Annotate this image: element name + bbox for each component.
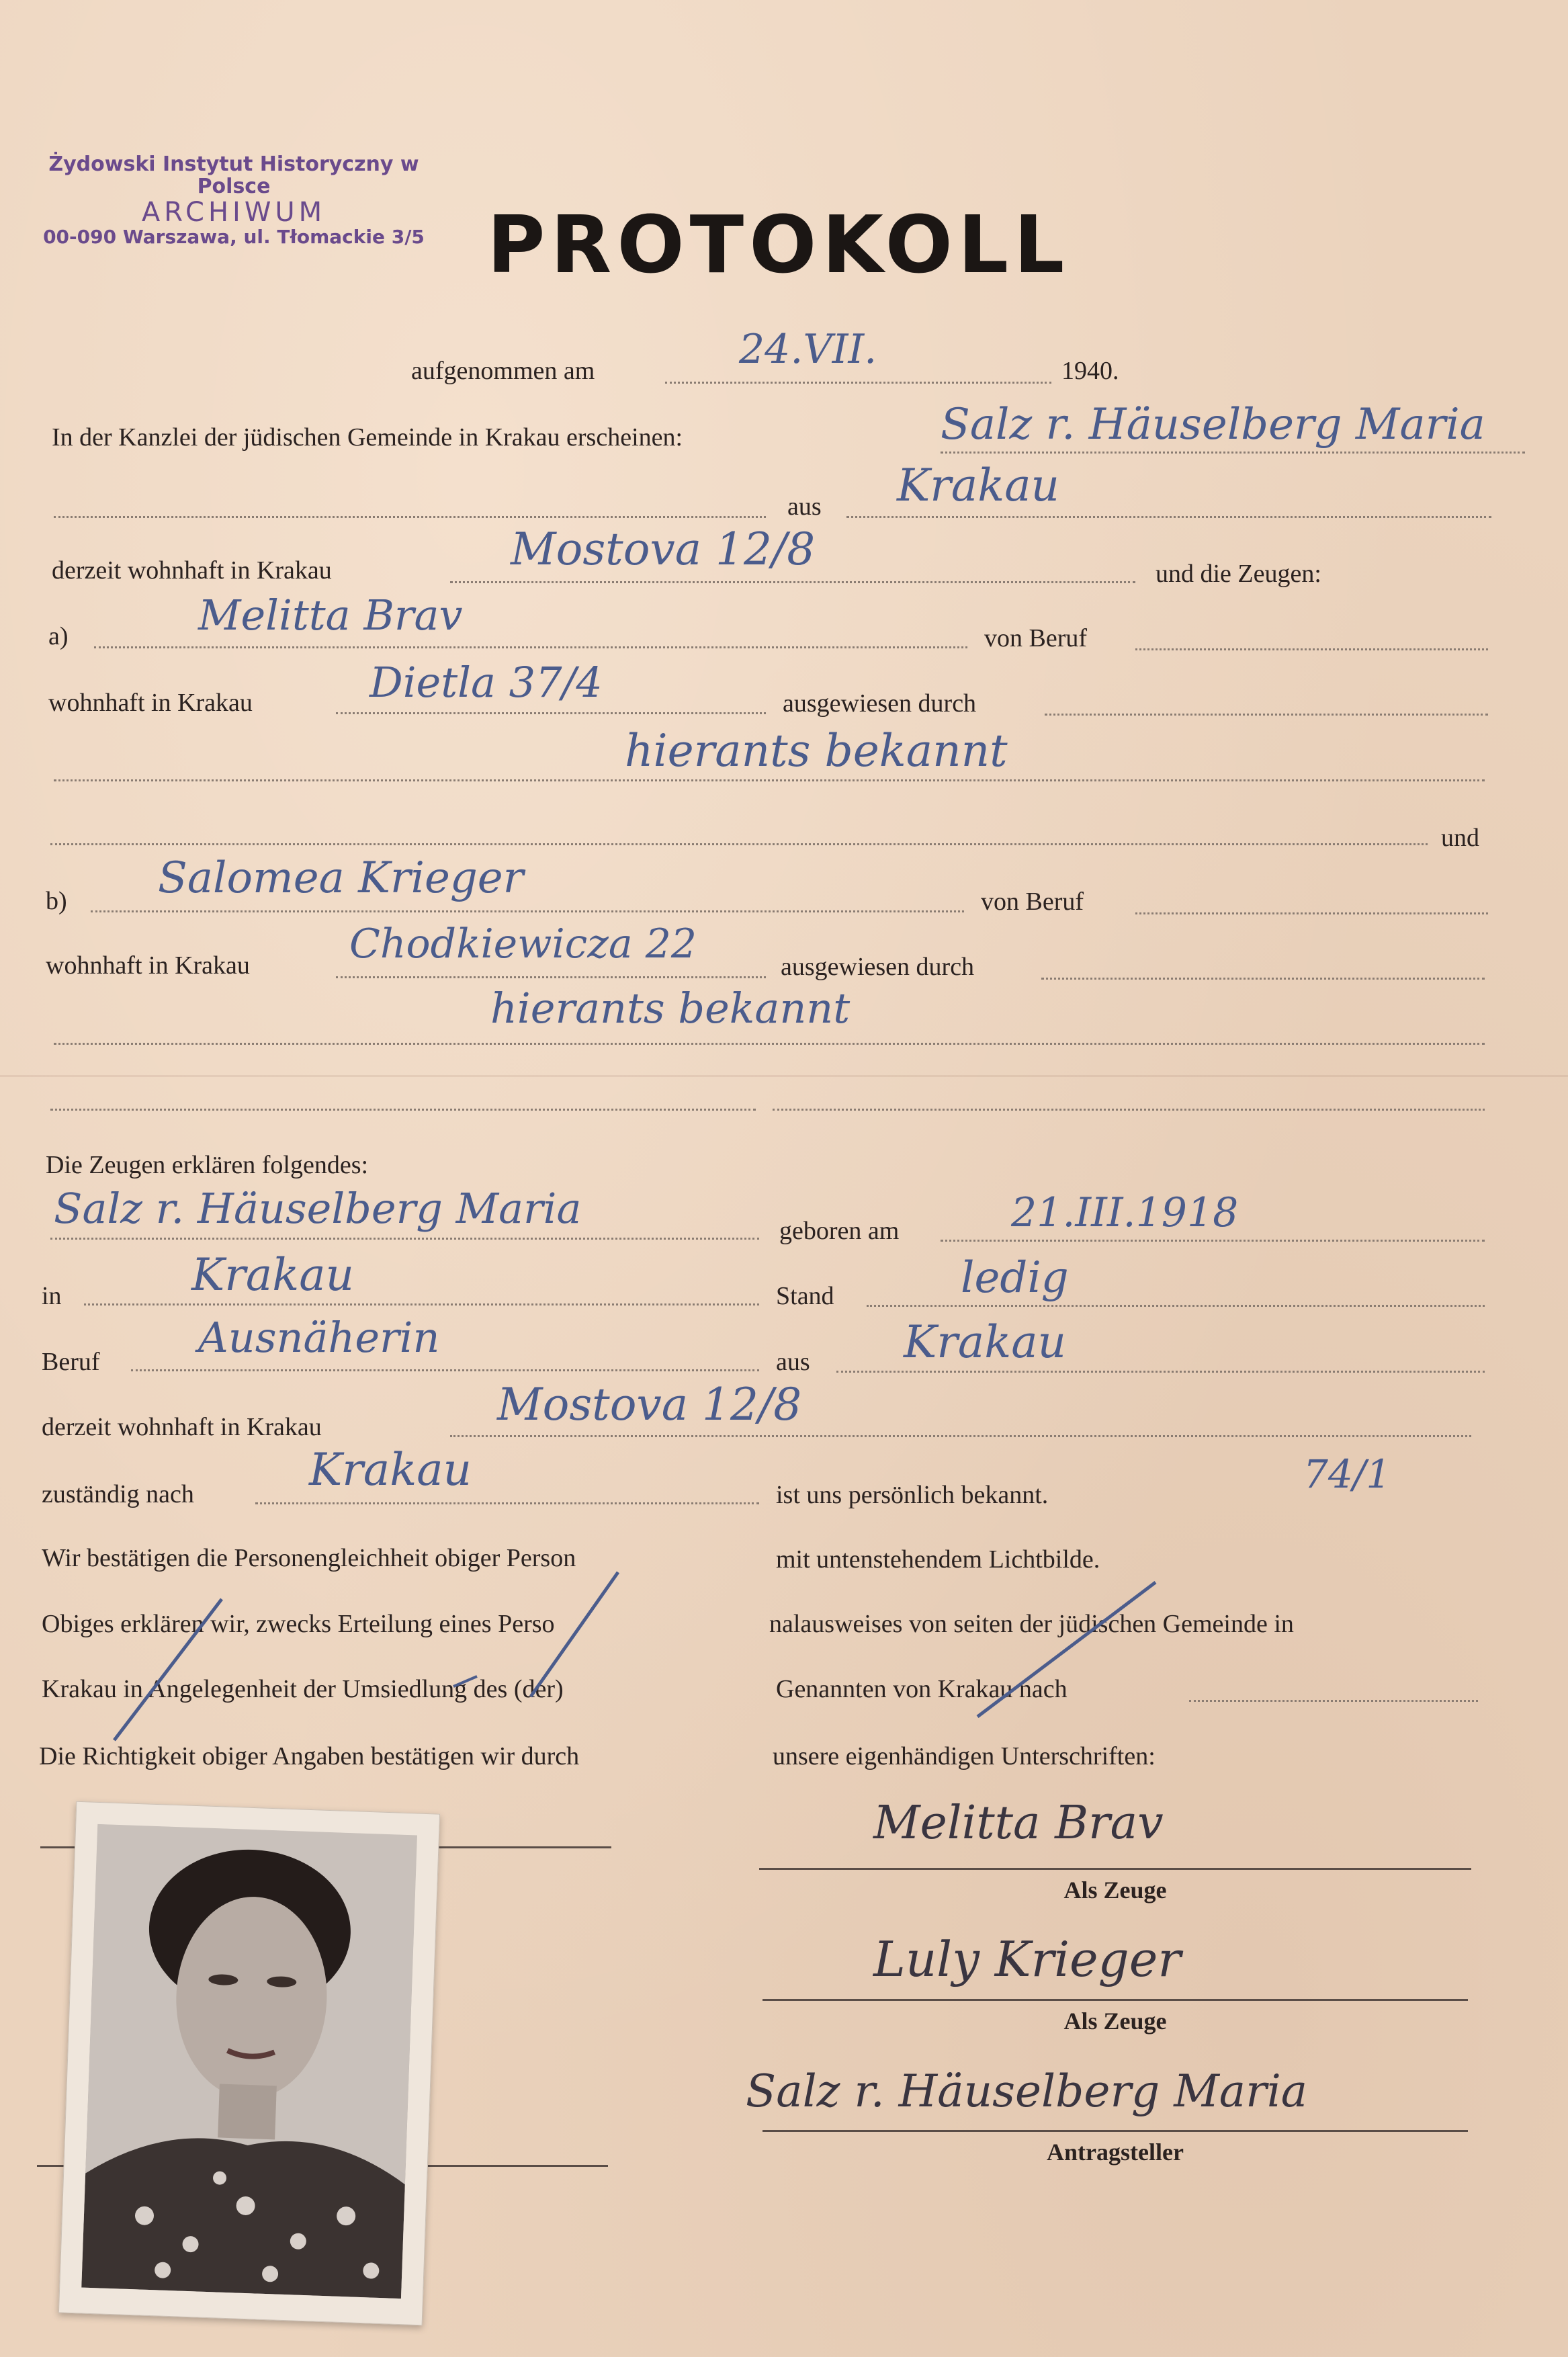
declaration-intro: Die Zeugen erklären folgendes: (46, 1151, 369, 1179)
witness-b-beruf-label: von Beruf (981, 888, 1084, 916)
paragraph-3-right: Genannten von Krakau nach (776, 1675, 1068, 1703)
wohnhaft-handwriting: Mostova 12/8 (511, 523, 816, 575)
witness-b-address-handwriting: Chodkiewicza 22 (349, 920, 697, 968)
person-handwriting: Salz r. Häuselberg Maria (54, 1184, 582, 1233)
pen-stroke-2 (531, 1572, 618, 1697)
paragraph-4-right: unsere eigenhändigen Unterschriften: (773, 1742, 1156, 1770)
portrait-photo (58, 1801, 440, 2325)
signature-2: Luly Krieger (873, 1931, 1181, 1987)
decl-aus-label: aus (776, 1348, 810, 1376)
witness-a-address-handwriting: Dietla 37/4 (369, 658, 603, 707)
zeugen-label: und die Zeugen: (1156, 560, 1321, 588)
witness-a-name-handwriting: Melitta Brav (198, 591, 463, 640)
kanzlei-label: In der Kanzlei der jüdischen Gemeinde in Krakau erscheinen: (52, 423, 683, 452)
signature-2-line (763, 1999, 1468, 2001)
witness-b-ausgewiesen-label: ausgewiesen durch (781, 953, 975, 981)
reference-handwriting: 74/1 (1303, 1451, 1391, 1497)
witness-b-ausgewiesen-handwriting: hierants bekannt (490, 984, 851, 1033)
signature-2-label: Als Zeuge (1063, 2008, 1167, 2034)
signature-1: Melitta Brav (873, 1797, 1164, 1850)
signature-3-line (763, 2130, 1468, 2132)
pen-stroke-3 (977, 1582, 1156, 1717)
paragraph-2-left: Obiges erklären wir, zwecks Erteilung eines Perso (42, 1610, 555, 1638)
paragraph-4-left: Die Richtigkeit obiger Angaben bestätigen wir durch (39, 1742, 580, 1770)
signature-3-label: Antragsteller (1047, 2139, 1184, 2166)
decl-wohnhaft-handwriting: Mostova 12/8 (497, 1379, 802, 1430)
pen-stroke-4 (453, 1676, 477, 1686)
stand-handwriting: ledig (961, 1253, 1069, 1303)
stand-label: Stand (776, 1282, 834, 1310)
aus-handwriting: Krakau (897, 460, 1060, 511)
paragraph-3-left: Krakau in Angelegenheit der Umsiedlung des (der) (42, 1675, 564, 1703)
witness-a-beruf-label: von Beruf (984, 624, 1088, 652)
date-handwriting: 24.VII. (739, 326, 877, 373)
paragraph-2-right: nalausweises von seiten der jüdischen Gemeinde in (769, 1610, 1294, 1638)
witness-a-ausgewiesen-label: ausgewiesen durch (783, 689, 977, 718)
stamp-line-2: ARCHIWUM (141, 197, 326, 228)
applicant-handwriting: Salz r. Häuselberg Maria (941, 400, 1485, 449)
document-title: PROTOKOLL (487, 198, 1070, 291)
und-label: und (1441, 824, 1479, 852)
zustaendig-handwriting: Krakau (309, 1444, 472, 1496)
stamp-line-1: Żydowski Instytut Historyczny w Polsce (48, 153, 419, 198)
zustaendig-label: zuständig nach (42, 1480, 194, 1508)
geboren-label: geboren am (779, 1217, 900, 1245)
in-label: in (42, 1282, 62, 1310)
witness-a-wohnhaft-label: wohnhaft in Krakau (48, 689, 253, 717)
signature-1-line (759, 1868, 1471, 1870)
aufgenommen-label: aufgenommen am (411, 357, 595, 385)
portrait-image (81, 1824, 417, 2299)
wohnhaft-label: derzeit wohnhaft in Krakau (52, 556, 332, 585)
paragraph-1-right: mit untenstehendem Lichtbilde. (776, 1545, 1100, 1574)
witness-a-marker: a) (48, 622, 69, 650)
year-label: 1940. (1061, 357, 1119, 385)
signature-3: Salz r. Häuselberg Maria (746, 2065, 1308, 2117)
witness-b-marker: b) (46, 887, 67, 915)
witness-b-name-handwriting: Salomea Krieger (158, 853, 524, 903)
pen-stroke-1 (114, 1599, 222, 1740)
signature-1-label: Als Zeuge (1063, 1877, 1167, 1903)
stamp-line-3: 00-090 Warszawa, ul. Tłomackie 3/5 (43, 226, 425, 248)
geboren-handwriting: 21.III.1918 (1011, 1189, 1239, 1236)
in-handwriting: Krakau (191, 1249, 355, 1301)
bekannt-label: ist uns persönlich bekannt. (776, 1481, 1049, 1509)
beruf-label: Beruf (42, 1348, 100, 1376)
aus-label: aus (787, 492, 822, 521)
paragraph-1-left: Wir bestätigen die Personengleichheit obiger Person (42, 1544, 576, 1572)
portrait-drawing (81, 1824, 417, 2299)
beruf-handwriting: Ausnäherin (198, 1313, 440, 1362)
decl-wohnhaft-label: derzeit wohnhaft in Krakau (42, 1413, 322, 1441)
witness-b-wohnhaft-label: wohnhaft in Krakau (46, 951, 250, 980)
witness-a-ausgewiesen-handwriting: hierants bekannt (625, 725, 1008, 777)
decl-aus-handwriting: Krakau (904, 1316, 1067, 1368)
